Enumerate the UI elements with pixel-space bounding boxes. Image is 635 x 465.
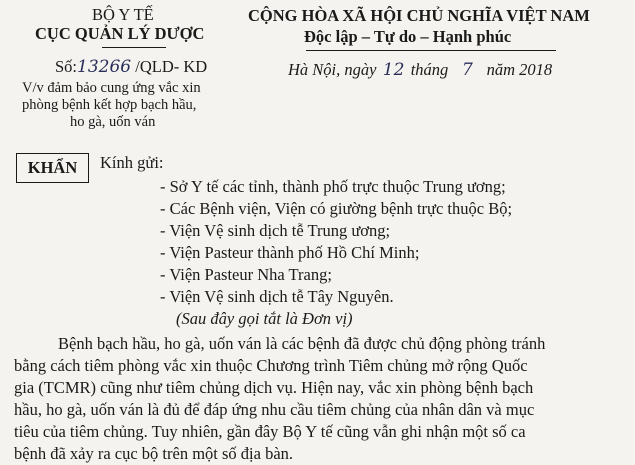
number-suffix: /QLD- KD — [135, 57, 208, 76]
date-prefix: Hà Nội, ngày — [288, 60, 377, 79]
recipient-5: - Viện Pasteur Nha Trang; — [160, 265, 332, 284]
department-underline — [102, 47, 166, 48]
date-line — [288, 60, 552, 80]
recipient-1: - Sở Y tế các tỉnh, thành phố trực thuộc Trung ương; — [160, 177, 506, 196]
body-line-2: bằng cách tiêm phòng vắc xin thuộc Chương trình Tiêm chủng mở rộng Quốc — [14, 356, 528, 375]
salutation: Kính gửi: — [100, 153, 164, 172]
subject-line-1: V/v đảm bảo cung ứng vắc xin — [22, 80, 201, 96]
year-text: năm 2018 — [486, 60, 553, 79]
day-handwritten: 12 — [382, 60, 405, 80]
body-line-3: gia (TCMR) cũng như tiêm chủng dịch vụ. Hiện nay, vắc xin phòng bệnh bạch — [14, 378, 534, 397]
department-name: CỤC QUẢN LÝ DƯỢC — [35, 24, 205, 43]
body-line-4: hầu, ho gà, uốn ván là đủ để đáp ứng nhu cầu tiêm chủng của nhân dân và mục — [14, 400, 535, 419]
ministry-name: BỘ Y TẾ — [92, 5, 154, 24]
motto-underline — [306, 50, 556, 51]
month-handwritten: 7 — [462, 60, 473, 80]
recipient-4: - Viện Pasteur thành phố Hồ Chí Minh; — [160, 243, 420, 262]
recipient-2: - Các Bệnh viện, Viện có giường bệnh trực thuộc Bộ; — [160, 199, 513, 218]
country-name: CỘNG HÒA XÃ HỘI CHỦ NGHĨA VIỆT NAM — [248, 6, 590, 25]
recipients-note: (Sau đây gọi tắt là Đơn vị) — [176, 309, 353, 328]
subject-line-2: phòng bệnh kết hợp bạch hầu, — [22, 97, 197, 113]
body-line-1: Bệnh bạch hầu, ho gà, uốn ván là các bệnh đã được chủ động phòng tránh — [58, 334, 546, 353]
subject-line-3: ho gà, uốn ván — [70, 114, 156, 130]
number-prefix: Số: — [55, 57, 78, 76]
number-handwritten: 13266 — [77, 57, 132, 77]
body-line-6: bệnh đã xảy ra cục bộ trên một số địa bàn. — [14, 444, 294, 463]
national-motto: Độc lập – Tự do – Hạnh phúc — [304, 27, 512, 46]
recipient-6: - Viện Vệ sinh dịch tễ Tây Nguyên. — [160, 287, 394, 306]
recipient-3: - Viện Vệ sinh dịch tễ Trung ương; — [160, 221, 391, 240]
urgency-stamp: KHẨN — [16, 153, 89, 183]
document-number — [55, 57, 207, 77]
month-label: tháng — [410, 60, 449, 79]
body-line-5: tiêu của tiêm chủng. Tuy nhiên, gần đây Bộ Y tế cũng vẫn ghi nhận một số ca — [14, 422, 526, 441]
